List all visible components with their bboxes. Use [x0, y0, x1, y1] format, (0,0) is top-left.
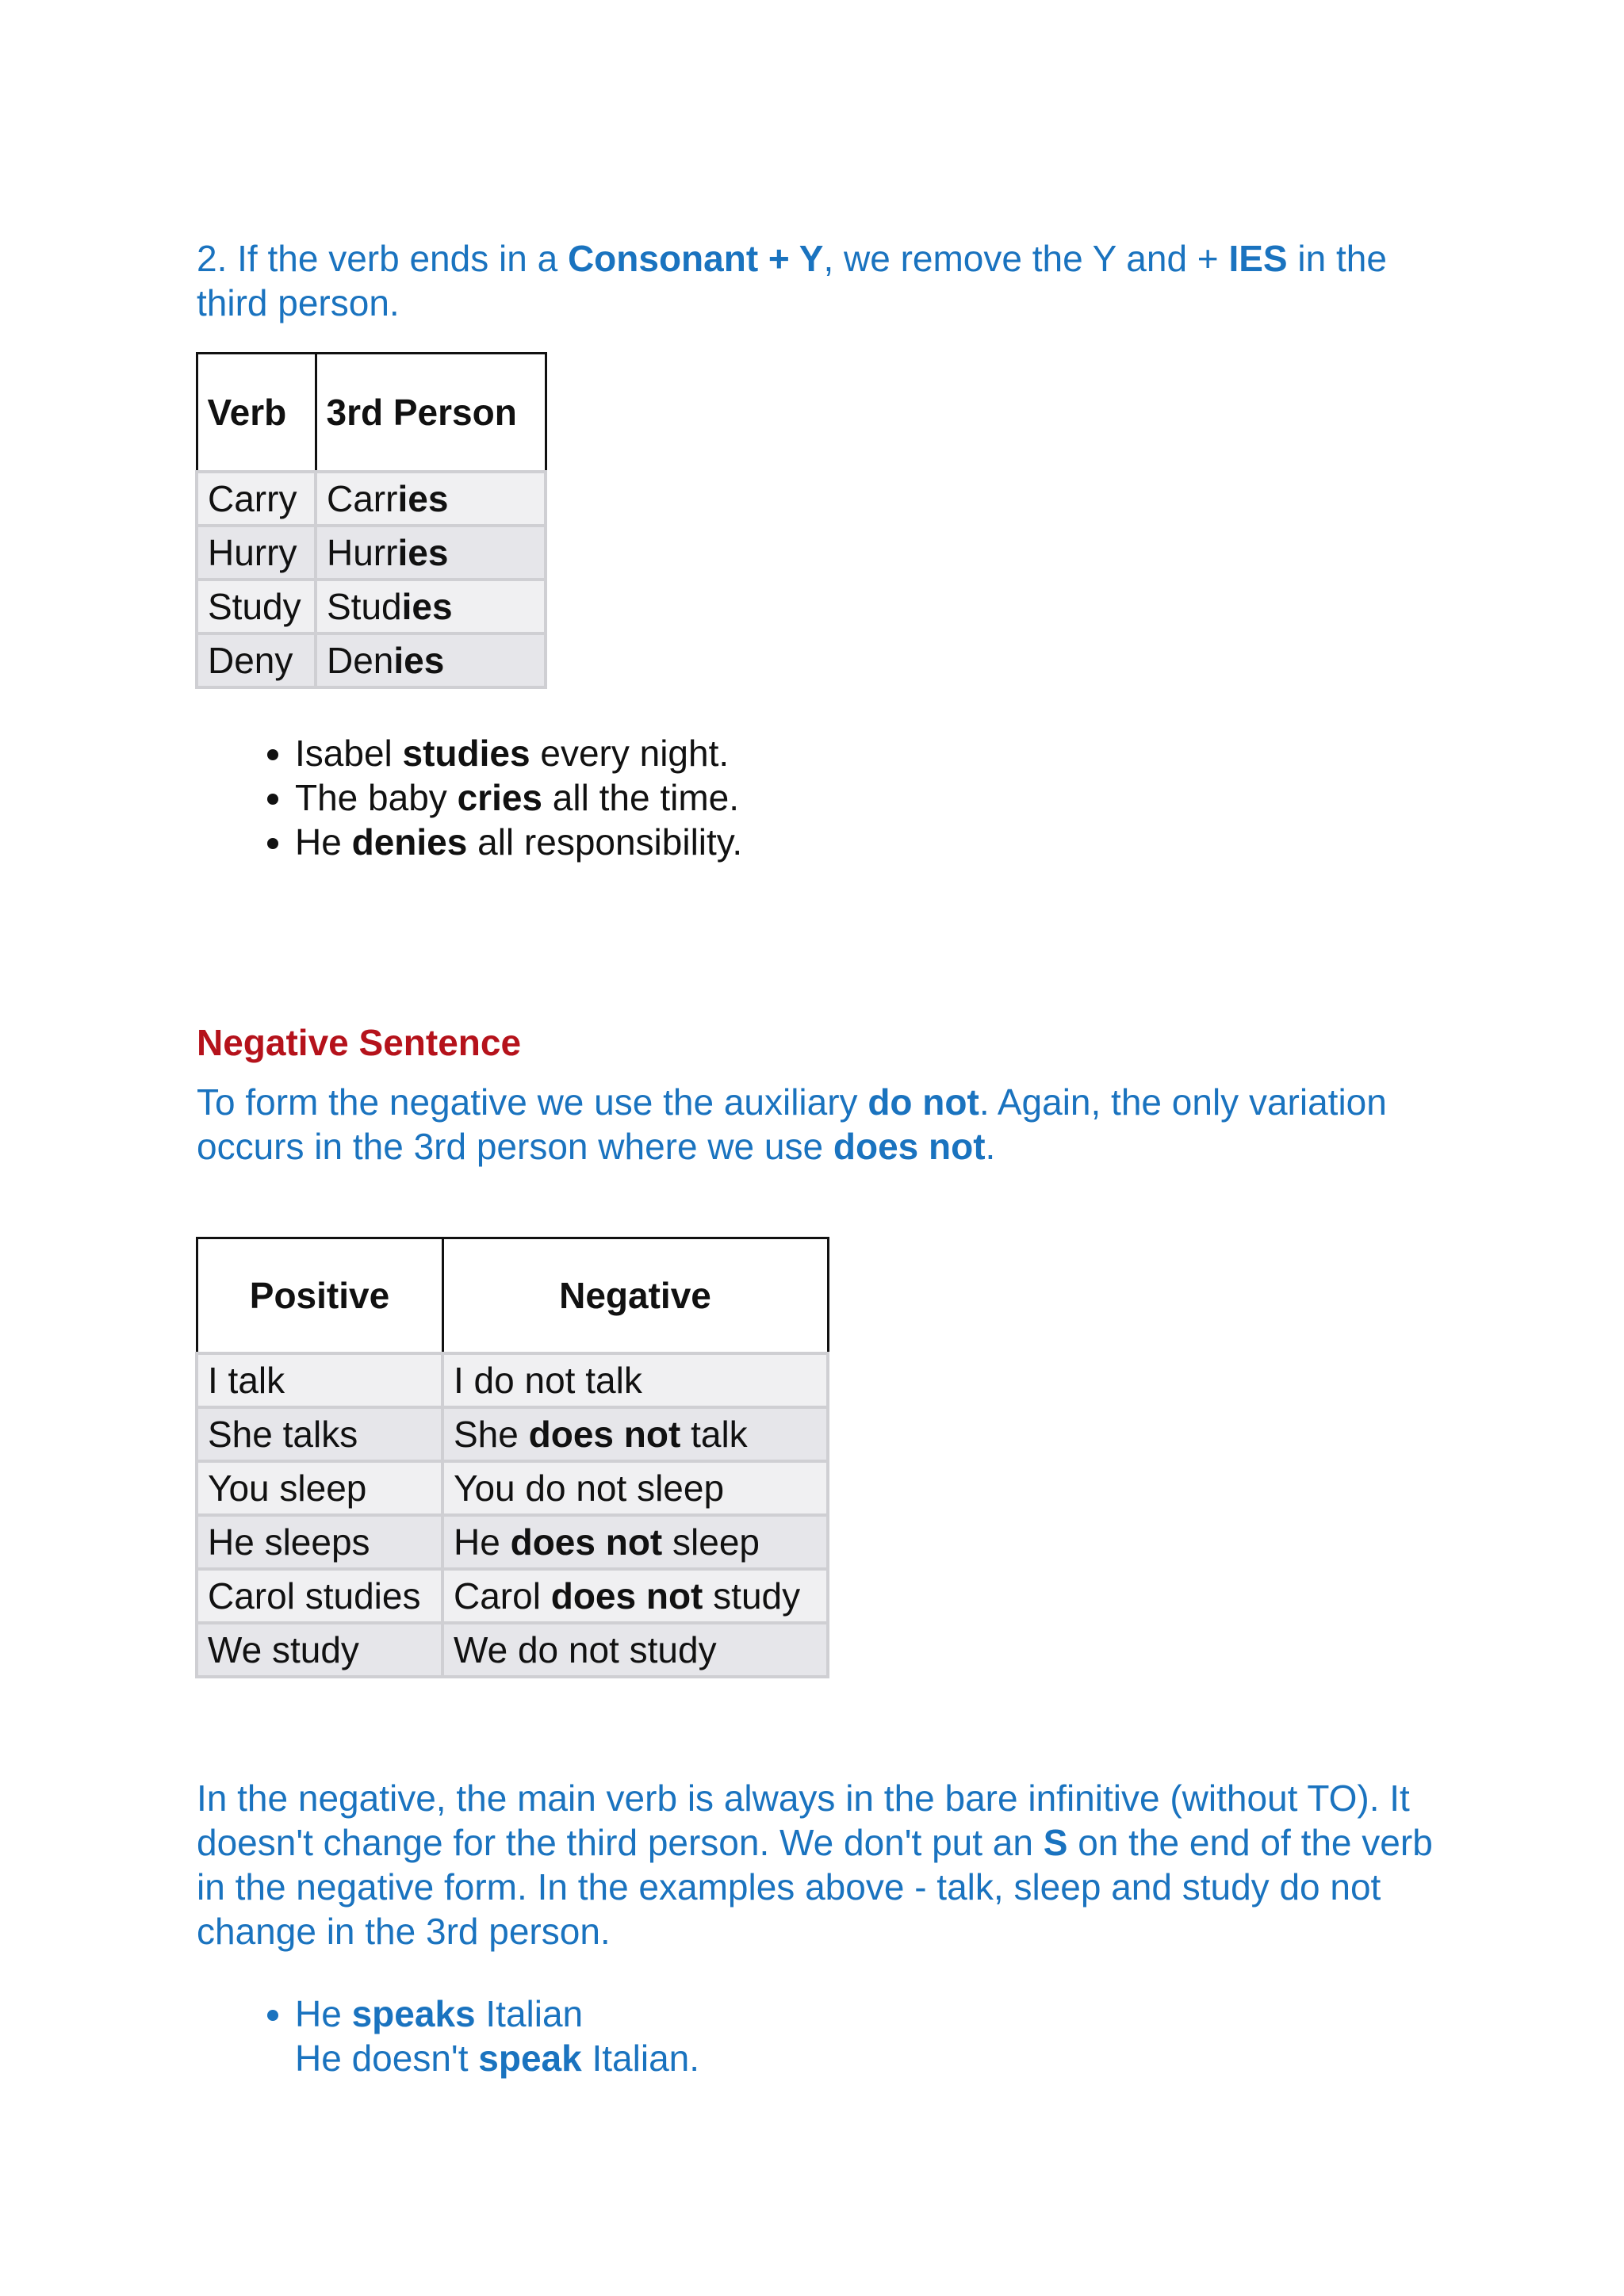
positive-cell: You sleep	[197, 1461, 442, 1515]
positive-negative-table	[195, 1237, 829, 1678]
header-positive: Positive	[197, 1238, 442, 1354]
section-heading-negative: Negative Sentence	[197, 1022, 522, 1063]
rule-2-text: 2. If the verb ends in a Consonant + Y, we remove the Y and + IES in the third person.	[197, 238, 1387, 323]
positive-cell: He sleeps	[197, 1515, 442, 1569]
negative-cell: He does not sleep	[442, 1515, 828, 1569]
header-negative: Negative	[442, 1238, 828, 1354]
table-row	[197, 1407, 828, 1461]
table-row	[197, 472, 546, 526]
table-row	[197, 1569, 828, 1623]
examples-list-1	[246, 731, 742, 864]
third-person-cell: Hurries	[316, 526, 546, 580]
positive-cell: Carol studies	[197, 1569, 442, 1623]
examples-list-2	[246, 1992, 699, 2080]
table-row	[197, 580, 546, 633]
table-header-row	[197, 1238, 828, 1354]
list-item: • He speaks Italian He doesn't speak Italian.	[295, 1992, 699, 2080]
verb-cell: Deny	[197, 633, 316, 687]
header-verb: Verb	[197, 354, 316, 473]
list-item: • Isabel studies every night.	[295, 731, 742, 775]
table-row	[197, 526, 546, 580]
table-row	[197, 1461, 828, 1515]
positive-cell: She talks	[197, 1407, 442, 1461]
third-person-cell: Studies	[316, 580, 546, 633]
negative-explanation-text: In the negative, the main verb is always in the bare infinitive (without TO). It doesn't change for the third person. We don't put an S on the end of the verb in the negative form. In the examples above - talk, sleep and study do not change in the 3rd person.	[197, 1777, 1433, 1952]
table-row	[197, 1515, 828, 1569]
list-item: • He denies all responsibility.	[295, 820, 742, 864]
verb-cell: Study	[197, 580, 316, 633]
list-item: • The baby cries all the time.	[295, 775, 742, 820]
table-row	[197, 1623, 828, 1677]
third-person-cell: Denies	[316, 633, 546, 687]
verb-3rd-person-table	[195, 352, 547, 689]
negative-cell: She does not talk	[442, 1407, 828, 1461]
third-person-cell: Carries	[316, 472, 546, 526]
table-header-row	[197, 354, 546, 473]
negative-cell: We do not study	[442, 1623, 828, 1677]
negative-cell: Carol does not study	[442, 1569, 828, 1623]
positive-cell: We study	[197, 1623, 442, 1677]
negative-cell: I do not talk	[442, 1353, 828, 1407]
table-row	[197, 633, 546, 687]
negative-intro-text: To form the negative we use the auxiliary do not. Again, the only variation occurs in the 3rd person where we use does not.	[197, 1081, 1387, 1167]
header-3rd-person: 3rd Person	[316, 354, 546, 473]
verb-cell: Carry	[197, 472, 316, 526]
positive-cell: I talk	[197, 1353, 442, 1407]
verb-cell: Hurry	[197, 526, 316, 580]
negative-cell: You do not sleep	[442, 1461, 828, 1515]
table-row	[197, 1353, 828, 1407]
